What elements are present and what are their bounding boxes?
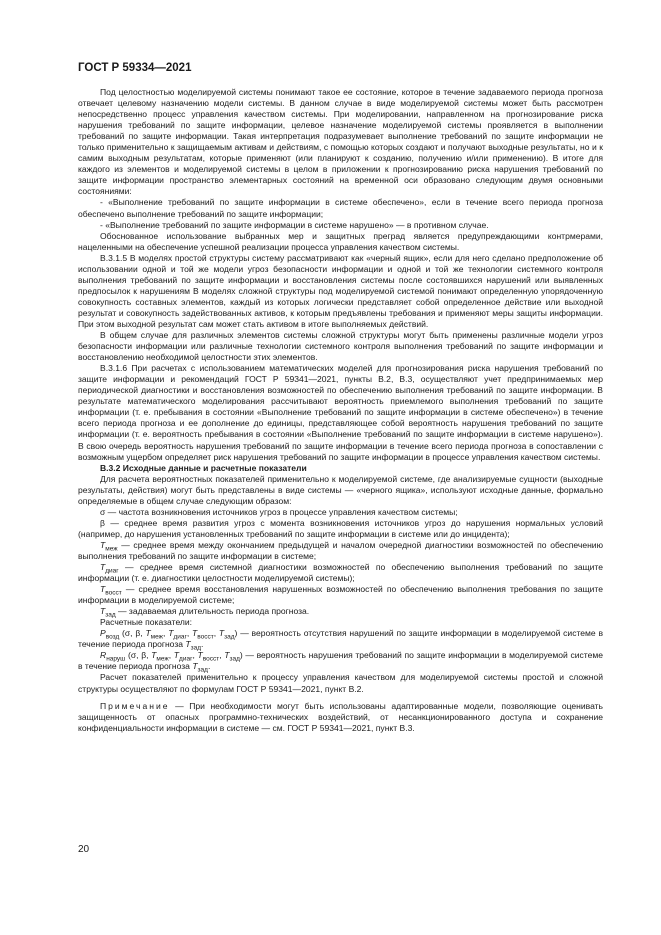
indicator-p-vozd: $P_{возд}$ (σ, β, $T_{меж}$, $T_{диаг}$, $T_{восст}$, $T_{зад}$) — вероятность отсутствия нарушений по защите информации в моделируемой системе в течение периода прогноза $T_{зад}$. [78, 628, 604, 653]
definition-t-zad: $T_{зад}$ — задаваемая длительность периода прогноза. [100, 606, 310, 619]
paragraph-calculation: Расчет показателей применительно к процессу управления качеством для моделируемой системы простой и сложной структуры осуществляют по формулам ГОСТ Р 59341—2021, пункт В.2. [78, 672, 603, 694]
list-item-state-violated: - «Выполнение требований по защите информации в системе нарушено» — в противном случае. [100, 219, 489, 230]
paragraph-countermeasures: Обоснованное использование выбранных мер и защитных преград является предупреждающими контрмерами, нацеленными на обеспечение успешной реализации процесса управления качеством системы. [78, 230, 603, 252]
definition-beta: β — среднее время развития угроз с момента возникновения источников угроз до нарушения нормальных условий (например, до нарушения установленных требований по защите информации в системе или до инцидента); [78, 517, 603, 539]
definition-t-vosst: $T_{восст}$ — среднее время восстановления нарушенных возможностей по обеспечению выполнения требования по защите информации в моделируемой системе; [78, 584, 603, 606]
page-number: 20 [78, 844, 90, 855]
note [78, 701, 603, 734]
paragraph-b3-1-6: В.3.1.6 При расчетах с использованием математических моделей для прогнозирования риска нарушения требований по защите информации и рекомендаций ГОСТ Р 59341—2021, пункты В.2, В.3, осуществляют учет предпринимаемых мер периодической диагностики и восстановления возможностей по обеспечению выполнения требований по защите информации. В результате математического моделирования рассчитывают вероятность приемлемого выполнения требований по защите информации (т. е. пребывания в состоянии «Выполнение требований по защите информации в системе обеспечено») в течение всего периода прогноза и ее дополнение до единицы, представляющее собой вероятность нарушения требований по защите информации (т. е. вероятность пребывания в состоянии «Выполнение требований по защите информации в системе нарушено»). В свою очередь вероятность нарушения требований по защите информации в течение всего периода прогноза в сопоставлении с возможным ущербом определяет риск нарушения требований по защите информации в процессе управления качеством системы. [78, 363, 603, 462]
section-heading-b3-2: В.3.2 Исходные данные и расчетные показатели [100, 462, 307, 473]
definition-t-mezh: $T_{меж}$ — среднее время между окончанием предыдущей и началом очередной диагностики возможностей по обеспечению выполнения требований по защите информации в системе; [78, 539, 603, 561]
paragraph-input-data: Для расчета вероятностных показателей применительно к моделируемой системе, где анализируемые сущности (выходные результаты, действия) могут быть представлены в виде системы — «черного ящика», используют исходные данные, формально определяемые в общем случае следующим образом: [78, 473, 603, 506]
note-text: — При необходимости могут быть использованы адаптированные модели, позволяющие оценивать защищенность от опасных программно-технических воздействий, от несанкционированного доступа и сохранение конфиденциальности информации в системе — см. ГОСТ Р 59341—2021, пункт В.3. [78, 700, 603, 733]
definition-sigma: σ — частота возникновения источников угроз в процессе управления качеством системы; [100, 506, 458, 517]
indicator-r-narush: $R_{наруш}$ (σ, β, $T_{меж}$, $T_{диаг}$, $T_{восст}$, $T_{зад}$) — вероятность нарушения требований по защите информации в моделируемой системе в течение периода прогноза $T_{зад}$. [78, 650, 604, 675]
paragraph-b3-1-5: В.3.1.5 В моделях простой структуры систему рассматривают как «черный ящик», если для него сделано предположение об использовании одной и той же модели угроз безопасности информации и одной и той же технологии системного контроля выполнения требований по защите информации и восстановления системы после состоявшихся нарушений или выявленных предпосылок к нарушениям В моделях сложной структуры под моделируемой системой понимают определенную упорядоченную совокупность составных элементов, каждый из которых логически представляет собой определенное действие или выходной результат и совокупность задействованных активов, к которым предъявлены требования и применяют меры защиты информации. При этом выходной результат сам может стать активом в итоге выполняемых действий. [78, 252, 603, 329]
page-header: ГОСТ Р 59334—2021 [78, 62, 192, 74]
list-item-state-ensured: - «Выполнение требований по защите информации в системе обеспечено», если в течение всего периода прогноза обеспечено выполнение требований по защите информации; [78, 197, 603, 219]
paragraph-integrity: Под целостностью моделируемой системы понимают такое ее состояние, которое в течение задаваемого периода прогноза отвечает целевому назначению модели системы. В данном случае в виде моделируемой системы может быть рассмотрен непосредственно процесс управления качеством системы. При моделировании, направленном на прогнозирование риска нарушения требований по защите информации, целевое назначение моделируемой системы проявляется в выполнении требований по защите информации. Такая интерпретация подразумевает выполнение требований по защите информации не только применительно к защищаемым активам и действиям, с помощью которых создают и получают выходные результаты, но и к самим выходным результатам, которые применяют (или планируют к созданию, получению и/или применению). В итоге для каждого из элементов и моделируемой системы в целом в приложении к прогнозированию риска нарушения требований по защите информации пространство элементарных состояний на временной оси образовано следующим двумя основными состояниями: [78, 87, 603, 197]
note-label: Примечание [100, 700, 170, 711]
calculated-indicators-label: Расчетные показатели: [100, 617, 193, 628]
paragraph-complex-structure: В общем случае для различных элементов системы сложной структуры могут быть применены различные модели угроз безопасности информации или различные технологии системного контроля выполнения требований по защите информации и восстановлению необходимой целостности этих элементов. [78, 330, 603, 363]
document-body [78, 80, 603, 734]
definition-t-diag: $T_{диаг}$ — среднее время системной диагностики возможностей по обеспечению выполнения требований по защите информации (т. е. диагностики целостности моделируемой системы); [78, 562, 603, 584]
